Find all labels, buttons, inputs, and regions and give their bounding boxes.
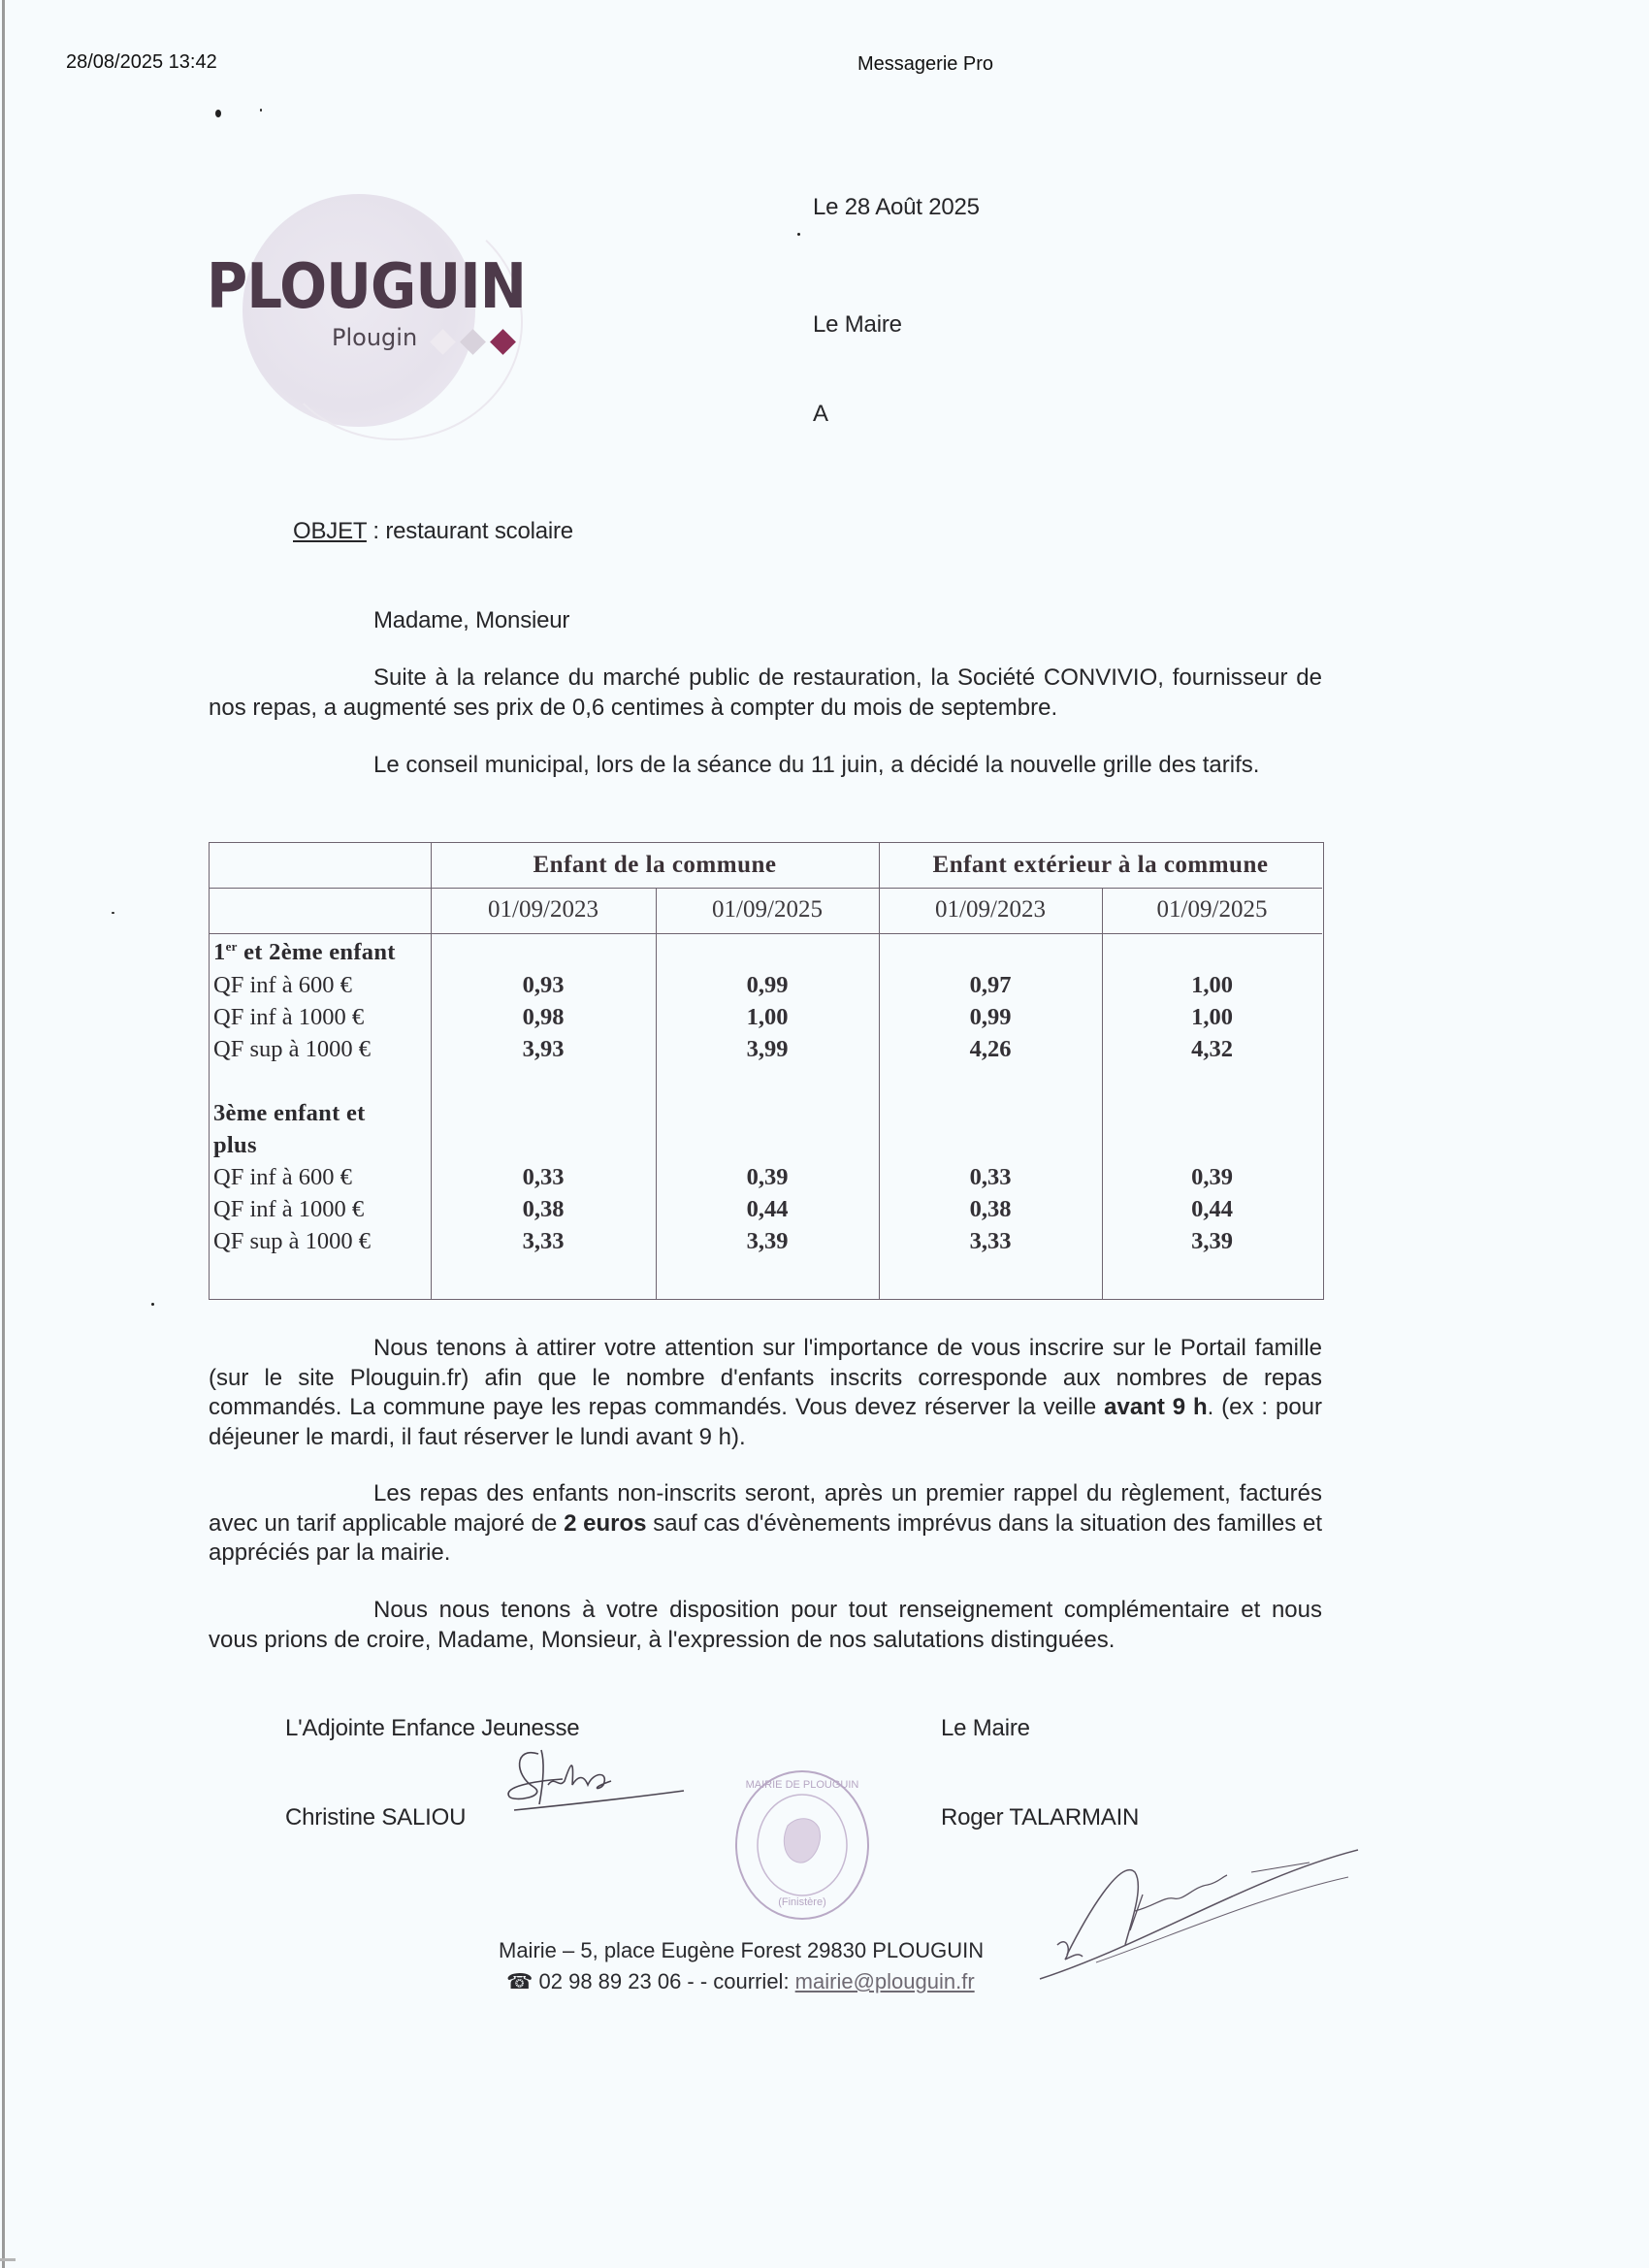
- table-header-commune: Enfant de la commune: [533, 852, 777, 878]
- print-timestamp: 28/08/2025 13:42: [66, 51, 217, 73]
- footer-phone: 02 98 89 23 06 - - courriel:: [538, 1969, 795, 1993]
- table-cell: 0,38: [522, 1196, 565, 1222]
- logo-title: PLOUGUIN: [207, 251, 527, 323]
- scan-edge-bottom: [0, 2258, 16, 2261]
- table-cell: 0,99: [746, 972, 789, 998]
- letter-date: Le 28 Août 2025: [813, 194, 980, 220]
- table-cell: 0,33: [522, 1164, 565, 1190]
- table-header-date: 01/09/2023: [935, 896, 1046, 923]
- table-cell: 0,97: [969, 972, 1012, 998]
- row-label: QF inf à 600 €: [213, 1164, 352, 1190]
- signatory-right-role: Le Maire: [941, 1715, 1030, 1741]
- subject-text: restaurant scolaire: [385, 518, 573, 544]
- logo-subtitle: Plougin: [332, 324, 418, 351]
- signatory-left-name: Christine SALIOU: [285, 1804, 467, 1831]
- row-label: QF sup à 1000 €: [213, 1228, 371, 1254]
- section-title-third-child: 3ème enfant et: [213, 1100, 366, 1126]
- footer-email-link[interactable]: mairie@plouguin.fr: [794, 1969, 975, 1993]
- table-cell: 3,33: [522, 1228, 565, 1254]
- letter-sender: Le Maire: [813, 311, 902, 338]
- table-cell: 0,93: [522, 972, 565, 998]
- table-cell: 0,38: [969, 1196, 1012, 1222]
- telephone-icon: ☎: [506, 1969, 539, 1993]
- subject-separator: :: [366, 518, 386, 544]
- scan-speck: [215, 110, 221, 117]
- scan-speck: [260, 109, 262, 112]
- table-header-exterieur: Enfant extérieur à la commune: [932, 852, 1269, 878]
- paragraph-council-decision: Le conseil municipal, lors de la séance du 11 juin, a décidé la nouvelle grille des tarifs.: [373, 752, 1260, 778]
- table-cell: 0,98: [522, 1004, 565, 1030]
- row-label: QF inf à 1000 €: [213, 1004, 365, 1030]
- signatory-left-role: L'Adjointe Enfance Jeunesse: [285, 1715, 580, 1741]
- stamp-text-bottom: (Finistère): [778, 1896, 826, 1908]
- table-cell: 1,00: [1191, 972, 1233, 998]
- letter-recipient: A: [813, 401, 828, 427]
- table-cell: 3,33: [969, 1228, 1012, 1254]
- table-cell: 0,39: [1191, 1164, 1233, 1190]
- paragraph-closing: Nous nous tenons à votre disposition pour tout renseignement complémentaire et nous vous prions de croire, Madame, Monsieur, à l'expression de nos salutations distinguées.: [209, 1597, 1322, 1653]
- table-cell: 0,99: [969, 1004, 1012, 1030]
- paragraph-registration: Nous tenons à attirer votre attention sur l'importance de vous inscrire sur le Portail famille (sur le site Plouguin.fr) afin que le nombre d'enfants inscrits corresponde aux nombres de repas commandés. La commune paye les repas commandés. Vous devez réserver la veille avant 9 h. (ex : pour déjeuner le mardi, il faut réserver le lundi avant 9 h).: [209, 1335, 1323, 1450]
- table-cell: 3,39: [746, 1228, 789, 1254]
- row-label: QF inf à 1000 €: [213, 1196, 365, 1222]
- stamp-text-top: MAIRIE DE PLOUGUIN: [745, 1779, 859, 1791]
- table-header-date: 01/09/2025: [1156, 896, 1268, 923]
- table-grid-line: [210, 888, 1322, 889]
- salutation: Madame, Monsieur: [373, 607, 570, 633]
- scan-speck: [151, 1303, 154, 1306]
- letter-subject: [293, 518, 573, 545]
- scan-speck: [112, 912, 114, 914]
- table-cell: 0,44: [1191, 1196, 1233, 1222]
- footer-address: Mairie – 5, place Eugène Forest 29830 PLOUGUIN: [499, 1938, 985, 1962]
- table-grid-line: [210, 933, 1322, 934]
- table-cell: 4,26: [969, 1036, 1012, 1062]
- tariff-table: [209, 842, 1324, 1300]
- footer-contact: [506, 1969, 975, 1994]
- section-title-first-second-child: 1er et 2ème enfant: [213, 938, 396, 965]
- table-cell: 0,39: [746, 1164, 789, 1190]
- row-label: QF inf à 600 €: [213, 972, 352, 998]
- scan-edge: [2, 0, 5, 2268]
- table-cell: 1,00: [746, 1004, 789, 1030]
- print-app-name: Messagerie Pro: [857, 53, 994, 75]
- row-label: QF sup à 1000 €: [213, 1036, 371, 1062]
- signature-saliou-icon: [495, 1746, 689, 1824]
- table-header-date: 01/09/2023: [488, 896, 598, 923]
- paragraph-penalty: Les repas des enfants non-inscrits seront, après un premier rappel du règlement, facturés avec un tarif applicable majoré de 2 euros sauf cas d'évènements imprévus dans la situation des familles et appréciés par la mairie.: [209, 1480, 1322, 1566]
- table-cell: 3,99: [746, 1036, 789, 1062]
- table-cell: 3,93: [522, 1036, 565, 1062]
- table-cell: 0,44: [746, 1196, 789, 1222]
- table-cell: 3,39: [1191, 1228, 1233, 1254]
- table-cell: 0,33: [969, 1164, 1012, 1190]
- table-cell: 4,32: [1191, 1036, 1233, 1062]
- signatory-right-name: Roger TALARMAIN: [941, 1804, 1140, 1831]
- signature-talarmain-icon: [1028, 1838, 1368, 1984]
- paragraph-price-increase: Suite à la relance du marché public de restauration, la Société CONVIVIO, fournisseur de nos repas, a augmenté ses prix de 0,6 centimes à compter du mois de septembre.: [209, 664, 1322, 721]
- table-cell: 1,00: [1191, 1004, 1233, 1030]
- section-title-third-child-cont: plus: [213, 1132, 257, 1158]
- table-header-date: 01/09/2025: [712, 896, 823, 923]
- subject-label: OBJET: [293, 518, 367, 544]
- scan-speck: [797, 233, 800, 236]
